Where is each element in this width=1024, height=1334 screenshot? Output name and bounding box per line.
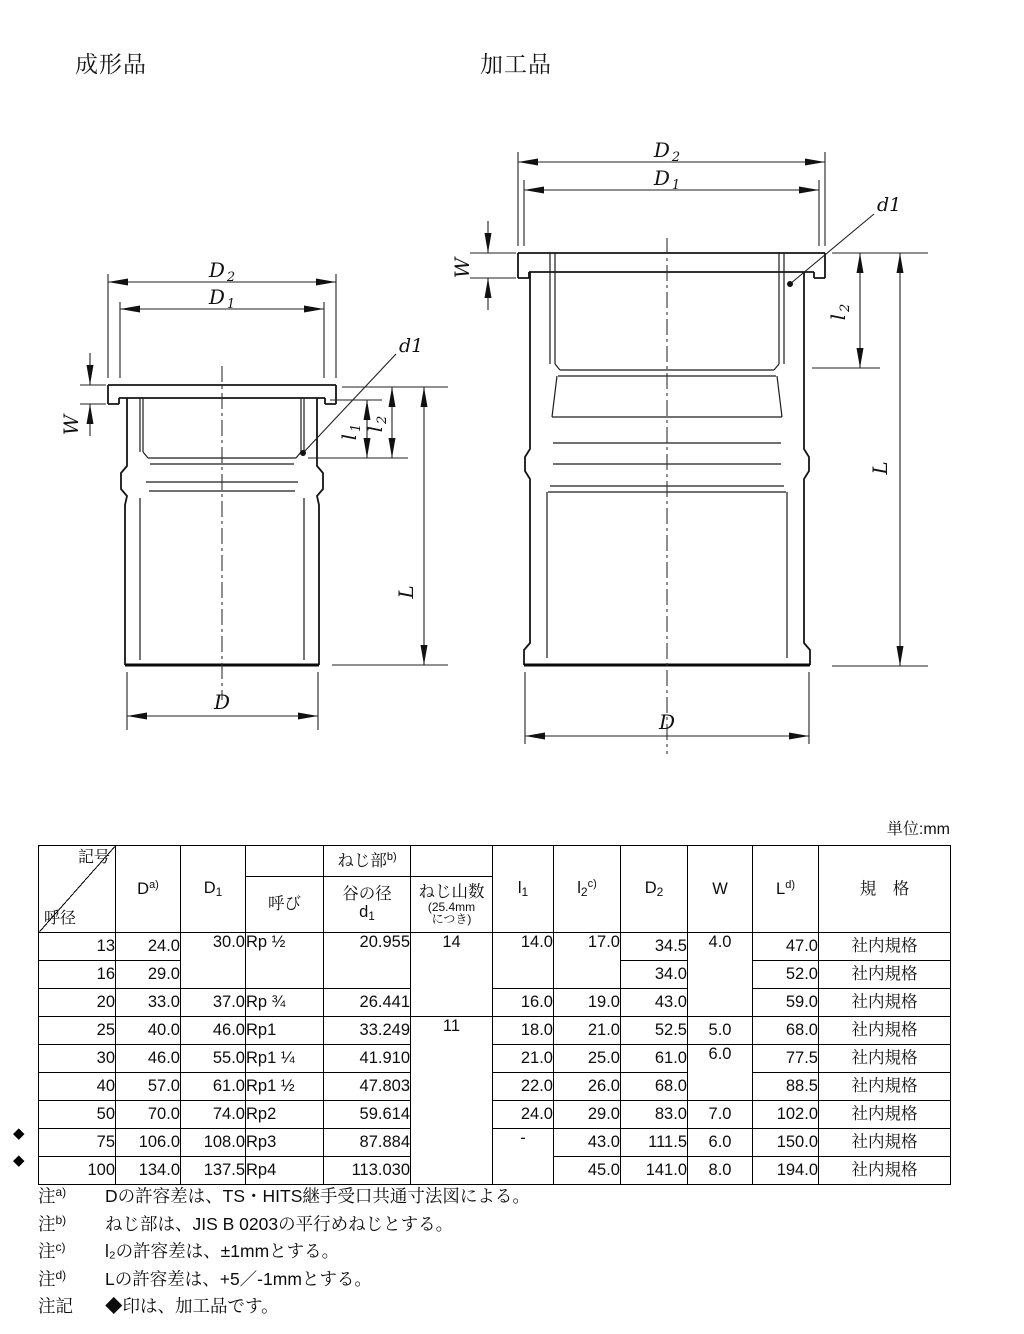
cell-D: 24.0 — [116, 933, 181, 961]
footnote-a-label: 注$^{a)}$ — [38, 1185, 67, 1207]
cell-D: 134.0 — [116, 1157, 181, 1185]
col-header-W: W — [688, 846, 753, 933]
tani-line1: 谷の径 — [342, 884, 392, 903]
cell-standard: 社内規格 — [819, 1017, 951, 1045]
cell-l1: 16.0 — [493, 989, 554, 1017]
right-d1-leader-dot — [787, 281, 793, 287]
cell-L: 88.5 — [753, 1073, 819, 1101]
right-dim-label-L — [868, 461, 892, 475]
cell-W: 8.0 — [688, 1157, 753, 1185]
cell-L: 150.0 — [753, 1129, 819, 1157]
table-row-75 — [39, 1129, 951, 1157]
cell-L: 68.0 — [753, 1017, 819, 1045]
svg-text:L: L — [394, 585, 418, 599]
svg-text:l1: $l_1$ — [337, 423, 364, 441]
right-dim-label-D: D — [658, 710, 676, 734]
left-dim-label-L — [394, 585, 418, 599]
cell-D: 57.0 — [116, 1073, 181, 1101]
col-header-l1: $l_1$ — [493, 846, 554, 933]
right-dim-label-l2 — [826, 304, 853, 321]
cell-standard: 社内規格 — [819, 1157, 951, 1185]
cell-D1: 137.5 — [181, 1157, 246, 1185]
cell-l1: 14.0 — [493, 933, 554, 989]
cell-tani: 87.884 — [324, 1129, 411, 1157]
cell-yobi: Rp1 ½ — [246, 1073, 324, 1101]
footnote-d-text: Lの許容差は、+5／-1mmとする。 — [105, 1268, 372, 1289]
cell-l2: 17.0 — [554, 933, 621, 989]
footnote-b-text: ねじ部は、JIS B 0203の平行めねじとする。 — [105, 1213, 454, 1234]
cell-standard: 社内規格 — [819, 1129, 951, 1157]
cell-D2: 34.0 — [621, 961, 688, 989]
cell-D1: 37.0 — [181, 989, 246, 1017]
cell-standard: 社内規格 — [819, 989, 951, 1017]
footnote-a — [38, 1182, 678, 1210]
cell-l1: 21.0 — [493, 1045, 554, 1073]
cell-size: 40 — [39, 1073, 116, 1101]
machined-marker-75: ◆ — [13, 1125, 25, 1142]
cell-l2: 45.0 — [554, 1157, 621, 1185]
table-row-40 — [39, 1073, 951, 1101]
cell-L: 59.0 — [753, 989, 819, 1017]
cell-l1: 22.0 — [493, 1073, 554, 1101]
cell-D2: 52.5 — [621, 1017, 688, 1045]
cell-L: 194.0 — [753, 1157, 819, 1185]
cell-D: 29.0 — [116, 961, 181, 989]
cell-tani: 41.910 — [324, 1045, 411, 1073]
cell-D2: 141.0 — [621, 1157, 688, 1185]
cell-D: 106.0 — [116, 1129, 181, 1157]
table-row-30 — [39, 1045, 951, 1073]
cell-yobi: Rp4 — [246, 1157, 324, 1185]
table-row-25 — [39, 1017, 951, 1045]
table-row-20 — [39, 989, 951, 1017]
corner-label-size: 呼径 — [44, 909, 77, 927]
cell-size: 75 — [39, 1129, 116, 1157]
left-dimension-lines — [80, 274, 448, 730]
col-header-standard: 規 格 — [819, 846, 951, 933]
svg-text:W: W — [59, 414, 83, 436]
right-dim-label-W — [450, 256, 474, 278]
col-header-tani — [324, 877, 411, 933]
left-dimension-arrowheads — [87, 279, 428, 720]
cell-size: 50 — [39, 1101, 116, 1129]
left-dim-label-l1 — [337, 424, 364, 441]
cell-tani: 20.955 — [324, 933, 411, 989]
corner-label-symbol: 記号 — [77, 849, 110, 866]
cell-standard: 社内規格 — [819, 933, 951, 961]
cell-W: 4.0 — [688, 933, 753, 1017]
cell-yobi: Rp1 — [246, 1017, 324, 1045]
cell-l2: 29.0 — [554, 1101, 621, 1129]
col-header-D: $D^{a)}$ — [116, 846, 181, 933]
cell-L: 52.0 — [753, 961, 819, 989]
svg-text:L: L — [868, 461, 892, 475]
cell-D1: 30.0 — [181, 933, 246, 989]
right-fitting-drawing — [450, 138, 928, 754]
footnotes — [38, 1182, 678, 1320]
group-header-neji: ねじ部$^{b)}$ — [324, 846, 411, 877]
svg-text:l2: $l_2$ — [826, 303, 853, 321]
footnote-d-label: 注$^{d)}$ — [38, 1267, 67, 1289]
cell-yobi: Rp ½ — [246, 933, 324, 989]
left-dim-label-D2: D $_2$ — [208, 258, 236, 285]
footnote-b — [38, 1210, 678, 1238]
left-dim-label-D1: D $_1$ — [208, 285, 236, 312]
right-dim-label-D2: D $_2$ — [653, 138, 681, 165]
table-row-50 — [39, 1101, 951, 1129]
col-header-D1: $D_1$ — [181, 846, 246, 933]
cell-l2: 21.0 — [554, 1017, 621, 1045]
spec-table — [38, 845, 951, 1185]
svg-text:W: W — [450, 257, 474, 279]
col-header-L: $L^{d)}$ — [753, 846, 819, 933]
cell-size: 30 — [39, 1045, 116, 1073]
footnote-c-text: l₂の許容差は、±1mmとする。 — [105, 1241, 340, 1262]
unit-label: 単位:mm — [886, 821, 950, 838]
cell-W: 5.0 — [688, 1017, 753, 1045]
header-spacer-yobi — [246, 846, 324, 877]
table-row-13 — [39, 933, 951, 961]
cell-l1: 24.0 — [493, 1101, 554, 1129]
cell-l2: 43.0 — [554, 1129, 621, 1157]
left-drawing-title: 成形品 — [75, 51, 147, 77]
left-dim-label-d1: d1 — [399, 335, 424, 357]
cell-l2: 19.0 — [554, 989, 621, 1017]
cell-standard: 社内規格 — [819, 961, 951, 989]
cell-D1: 46.0 — [181, 1017, 246, 1045]
left-d1-leader-dot — [300, 450, 306, 456]
cell-size: 13 — [39, 933, 116, 961]
col-header-yobi: 呼び — [246, 877, 324, 933]
tani-line2: $d_1$ — [359, 902, 375, 923]
cell-yobi: Rp ¾ — [246, 989, 324, 1017]
left-dim-label-W — [59, 413, 83, 435]
cell-D1: 55.0 — [181, 1045, 246, 1073]
cell-standard: 社内規格 — [819, 1073, 951, 1101]
col-header-D2: $D_2$ — [621, 846, 688, 933]
right-drawing-title: 加工品 — [480, 51, 552, 77]
cell-yama: 11 — [411, 1017, 493, 1185]
cell-D: 40.0 — [116, 1017, 181, 1045]
cell-W: 6.0 — [688, 1129, 753, 1157]
cell-D2: 34.5 — [621, 933, 688, 961]
footnote-d — [38, 1265, 678, 1293]
left-fitting-drawing — [59, 258, 448, 730]
cell-tani: 33.249 — [324, 1017, 411, 1045]
cell-tani: 26.441 — [324, 989, 411, 1017]
header-spacer-yama — [411, 846, 493, 877]
left-dim-label-D: D — [213, 690, 231, 714]
footnote-a-text: Dの許容差は、TS・HITS継手受口共通寸法図による。 — [105, 1186, 530, 1207]
cell-standard: 社内規格 — [819, 1045, 951, 1073]
cell-D1: 74.0 — [181, 1101, 246, 1129]
cell-D2: 68.0 — [621, 1073, 688, 1101]
footnote-remark — [38, 1292, 678, 1320]
footnote-b-label: 注$^{b)}$ — [38, 1212, 67, 1234]
cell-D1: 61.0 — [181, 1073, 246, 1101]
col-header-l2: $l_2^{c)}$ — [554, 846, 621, 933]
right-dim-label-d1: d1 — [877, 194, 902, 216]
cell-tani: 59.614 — [324, 1101, 411, 1129]
cell-size: 100 — [39, 1157, 116, 1185]
cell-l2: 25.0 — [554, 1045, 621, 1073]
cell-tani: 113.030 — [324, 1157, 411, 1185]
cell-size: 25 — [39, 1017, 116, 1045]
footnote-c-label: 注$^{c)}$ — [38, 1240, 66, 1262]
cell-yobi: Rp3 — [246, 1129, 324, 1157]
cell-L: 47.0 — [753, 933, 819, 961]
svg-text:l2: $l_2$ — [363, 415, 390, 433]
cell-D2: 61.0 — [621, 1045, 688, 1073]
cell-l2: 26.0 — [554, 1073, 621, 1101]
cell-W: 7.0 — [688, 1101, 753, 1129]
cell-standard: 社内規格 — [819, 1101, 951, 1129]
corner-header-cell — [39, 846, 116, 933]
footnote-remark-text: ◆印は、加工品です。 — [105, 1296, 279, 1317]
machined-marker-100: ◆ — [13, 1152, 25, 1169]
cell-D: 33.0 — [116, 989, 181, 1017]
cell-D2: 43.0 — [621, 989, 688, 1017]
cell-size: 16 — [39, 961, 116, 989]
cell-l1: - — [493, 1129, 554, 1185]
cell-size: 20 — [39, 989, 116, 1017]
cell-yobi: Rp1 ¼ — [246, 1045, 324, 1073]
cell-D2: 83.0 — [621, 1101, 688, 1129]
cell-D2: 111.5 — [621, 1129, 688, 1157]
cell-yobi: Rp2 — [246, 1101, 324, 1129]
cell-D1: 108.0 — [181, 1129, 246, 1157]
cell-D: 46.0 — [116, 1045, 181, 1073]
cell-tani: 47.803 — [324, 1073, 411, 1101]
cell-L: 77.5 — [753, 1045, 819, 1073]
cell-L: 102.0 — [753, 1101, 819, 1129]
footnote-remark-label: 注記 — [38, 1296, 73, 1317]
col-header-yamakazu: ねじ山数 (25.4mm につき) — [411, 877, 493, 933]
cell-yama: 14 — [411, 933, 493, 1017]
cell-D: 70.0 — [116, 1101, 181, 1129]
header-row-1 — [39, 846, 951, 877]
cell-l1: 18.0 — [493, 1017, 554, 1045]
right-dimension-lines — [470, 152, 928, 744]
cell-W: 6.0 — [688, 1045, 753, 1101]
footnote-c — [38, 1237, 678, 1265]
right-dim-label-D1: D $_1$ — [653, 166, 681, 193]
